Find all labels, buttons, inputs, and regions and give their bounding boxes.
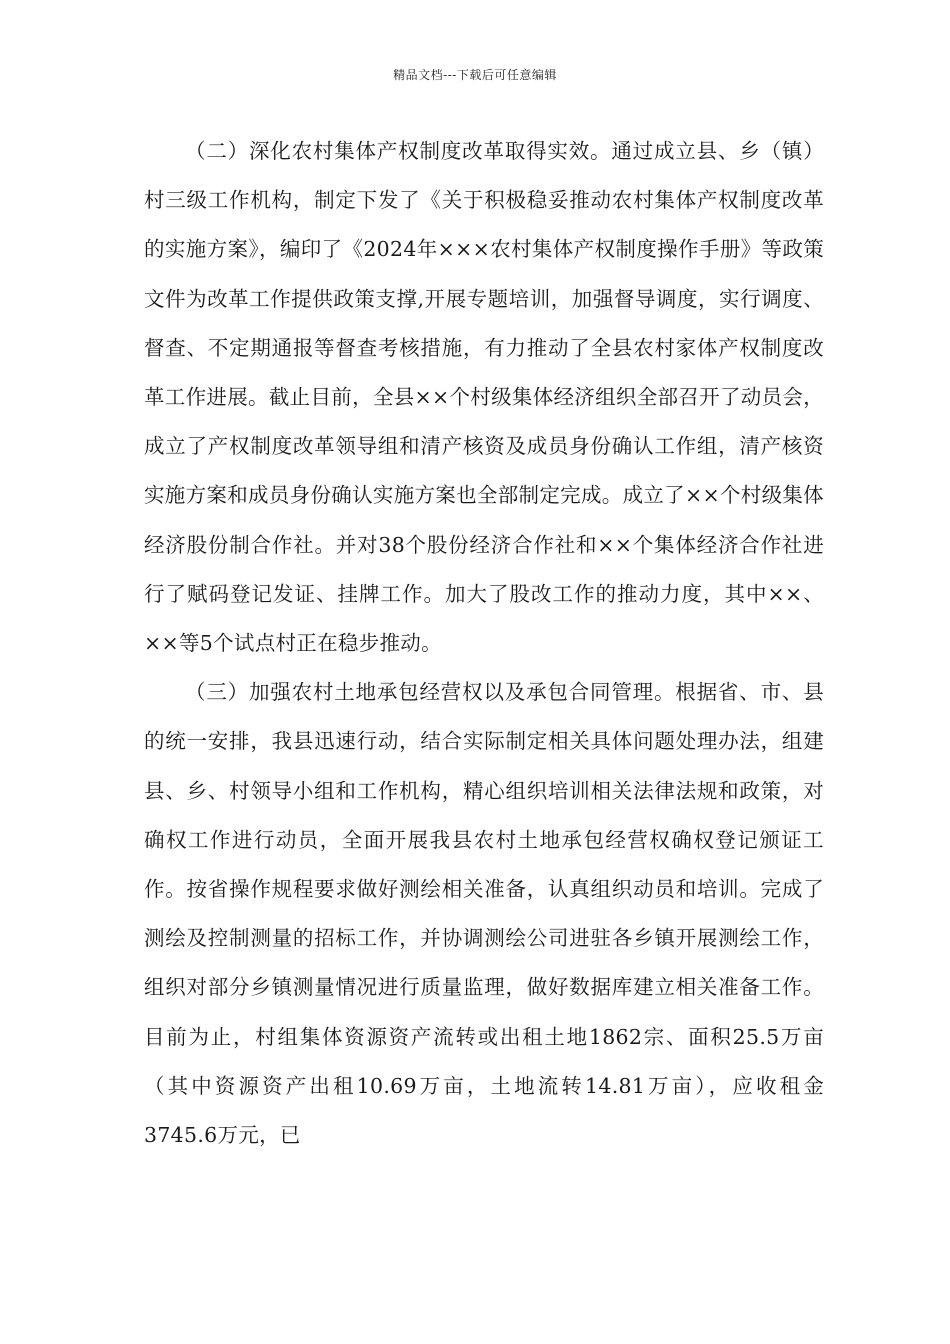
paragraph-section-3: （三）加强农村土地承包经营权以及承包合同管理。根据省、市、县的统一安排，我县迅速行动，结合实际制定相关具体问题处理办法，组建县、乡、村领导小组和工作机构，精心组织培训相关法律法规和政策，对确权工作进行动员，全面开展我县农村土地承包经营权确权登记颁证工作。按省操作规程要求做好测绘相关准备，认真组织动员和培训。完成了测绘及控制测量的招标工作，并协调测绘公司进驻各乡镇开展测绘工作，组织对部分乡镇测量情况进行质量监理，做好数据库建立相关准备工作。目前为止，村组集体资源资产流转或出租土地1862宗、面积25.5万亩（其中资源资产出租10.69万亩，土地流转14.81万亩），应收租金3745.6万元，已 [144, 680, 824, 1148]
document-body [144, 127, 824, 1160]
paragraph-section-2: （二）深化农村集体产权制度改革取得实效。通过成立县、乡（镇）村三级工作机构，制定下发了《关于积极稳妥推动农村集体产权制度改革的实施方案》，编印了《2024年×××农村集体产权制度操作手册》等政策文件为改革工作提供政策支撑,开展专题培训，加强督导调度，实行调度、督查、不定期通报等督查考核措施，有力推动了全县农村家体产权制度改革工作进展。截止目前，全县××个村级集体经济组织全部召开了动员会，成立了产权制度改革领导组和清产核资及成员身份确认工作组，清产核资实施方案和成员身份确认实施方案也全部制定完成。成立了××个村级集体经济股份制合作社。并对38个股份经济合作社和××个集体经济合作社进行了赋码登记发证、挂牌工作。加大了股改工作的推动力度，其中××、××等5个试点村正在稳步推动。 [144, 139, 824, 656]
page-header: 精品文档---下载后可任意编辑 [393, 68, 557, 82]
